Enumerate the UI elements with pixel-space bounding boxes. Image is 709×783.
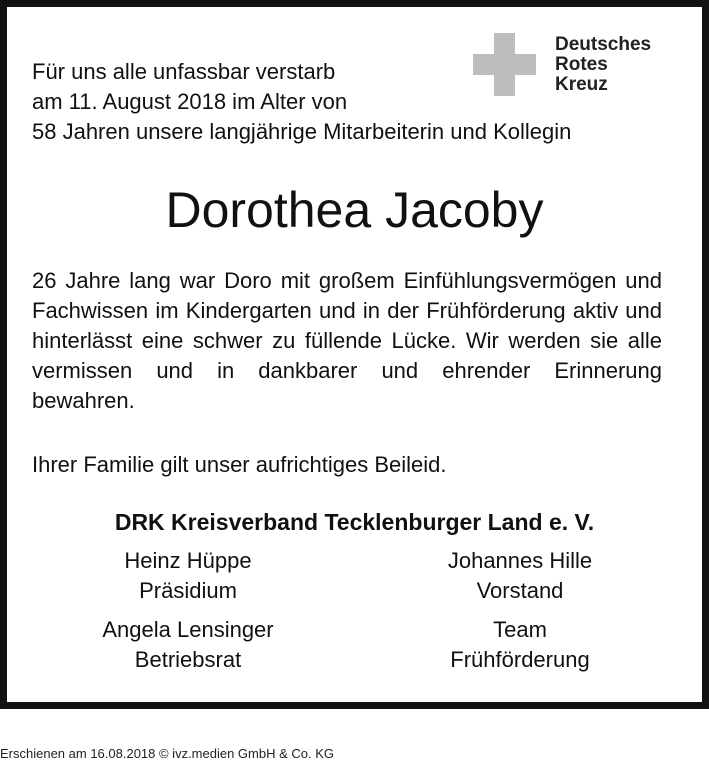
deceased-name: Dorothea Jacoby [165,182,544,238]
logo-text-line: Deutsches [555,34,652,55]
intro-line: am 11. August 2018 im Alter von [32,89,348,114]
intro-line: 58 Jahren unsere langjährige Mitarbeiterin und Kollegin [32,119,572,144]
signatory-role: Betriebsrat [134,647,242,672]
signatory-name: Heinz Hüppe [124,548,252,573]
signatory-role: Präsidium [139,578,237,603]
signatory-role: Vorstand [476,578,564,603]
signatory [370,546,670,606]
signatory-name: Team [493,617,547,642]
organization-name: DRK Kreisverband Tecklenburger Land e. V. [114,509,595,535]
signatory [370,615,670,675]
publication-footer: Erschienen am 16.08.2018 © ivz.medien GmbH & Co. KG [0,746,335,761]
intro-line: Für uns alle unfassbar verstarb [32,59,336,84]
signatory [38,546,338,606]
signatory-role: Frühförderung [450,647,590,672]
logo-text-line: Rotes [555,54,608,75]
signatory-name: Angela Lensinger [102,617,274,642]
signatory [38,615,338,675]
logo-wordmark [555,35,651,95]
signatory-name: Johannes Hille [447,548,593,573]
logo-text-line: Kreuz [555,74,608,95]
red-cross-icon [473,33,536,96]
condolence-line: Ihrer Familie gilt unser aufrichtiges Beileid. [32,452,447,477]
tribute-paragraph: 26 Jahre lang war Doro mit großem Einfühlungsvermögen und Fachwissen im Kindergarten und in der Frühförderung aktiv und hinterlässt eine schwer zu füllende Lücke. Wir werden sie alle vermissen und in dankbarer und ehrender Erinnerung bewahren. [32,268,662,413]
